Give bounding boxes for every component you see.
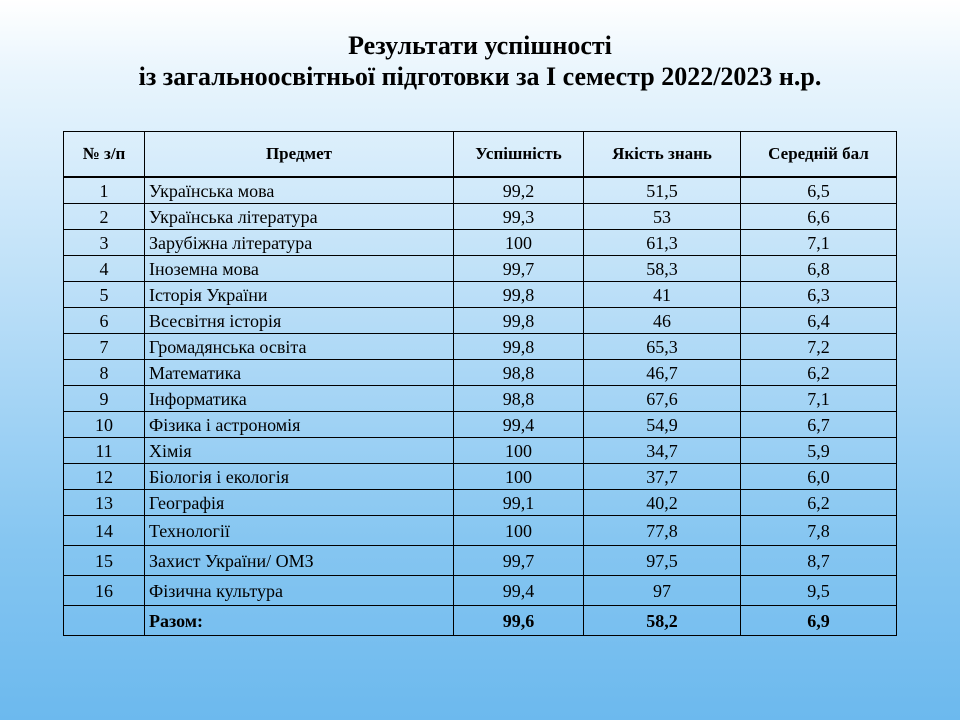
- table-row: [64, 386, 897, 412]
- row-quality: 34,7: [584, 438, 741, 464]
- table-row: [64, 576, 897, 606]
- row-average: 6,7: [741, 412, 897, 438]
- row-quality: 37,7: [584, 464, 741, 490]
- title-line-1: Результати успішності: [348, 31, 612, 60]
- row-success: 100: [454, 516, 584, 546]
- table-row: [64, 546, 897, 576]
- row-quality: 54,9: [584, 412, 741, 438]
- table-row: [64, 308, 897, 334]
- row-number: 16: [64, 576, 145, 606]
- row-success: 99,8: [454, 282, 584, 308]
- row-number: 15: [64, 546, 145, 576]
- row-subject: Інформатика: [145, 386, 454, 412]
- header-subject: Предмет: [145, 132, 454, 178]
- total-number-empty: [64, 606, 145, 636]
- row-subject: Українська мова: [145, 177, 454, 204]
- row-success: 99,3: [454, 204, 584, 230]
- header-average: Середній бал: [741, 132, 897, 178]
- title-line-2: із загальноосвітньої підготовки за І семестр 2022/2023 н.р.: [138, 62, 822, 91]
- row-quality: 97,5: [584, 546, 741, 576]
- row-quality: 67,6: [584, 386, 741, 412]
- row-average: 6,5: [741, 177, 897, 204]
- row-number: 3: [64, 230, 145, 256]
- results-table: [63, 131, 897, 636]
- row-quality: 53: [584, 204, 741, 230]
- row-average: 6,2: [741, 360, 897, 386]
- row-subject: Захист України/ ОМЗ: [145, 546, 454, 576]
- row-quality: 61,3: [584, 230, 741, 256]
- row-number: 5: [64, 282, 145, 308]
- row-average: 7,8: [741, 516, 897, 546]
- header-success: Успішність: [454, 132, 584, 178]
- row-average: 9,5: [741, 576, 897, 606]
- total-row: [64, 606, 897, 636]
- row-success: 100: [454, 464, 584, 490]
- row-success: 99,4: [454, 576, 584, 606]
- row-quality: 46,7: [584, 360, 741, 386]
- row-success: 100: [454, 438, 584, 464]
- row-quality: 77,8: [584, 516, 741, 546]
- row-success: 99,8: [454, 308, 584, 334]
- row-number: 14: [64, 516, 145, 546]
- row-average: 6,4: [741, 308, 897, 334]
- row-quality: 51,5: [584, 177, 741, 204]
- row-subject: Математика: [145, 360, 454, 386]
- row-quality: 58,3: [584, 256, 741, 282]
- row-average: 6,6: [741, 204, 897, 230]
- table-row: [64, 412, 897, 438]
- page-title: [0, 30, 960, 92]
- row-success: 99,8: [454, 334, 584, 360]
- row-average: 6,0: [741, 464, 897, 490]
- row-subject: Зарубіжна література: [145, 230, 454, 256]
- row-subject: Громадянська освіта: [145, 334, 454, 360]
- row-success: 99,2: [454, 177, 584, 204]
- row-average: 6,3: [741, 282, 897, 308]
- header-number: № з/п: [64, 132, 145, 178]
- row-number: 6: [64, 308, 145, 334]
- table-row: [64, 177, 897, 204]
- row-number: 8: [64, 360, 145, 386]
- row-subject: Всесвітня історія: [145, 308, 454, 334]
- header-quality: Якість знань: [584, 132, 741, 178]
- row-average: 6,8: [741, 256, 897, 282]
- row-subject: Географія: [145, 490, 454, 516]
- table-row: [64, 516, 897, 546]
- row-quality: 41: [584, 282, 741, 308]
- row-success: 99,1: [454, 490, 584, 516]
- row-quality: 40,2: [584, 490, 741, 516]
- row-quality: 97: [584, 576, 741, 606]
- row-success: 99,7: [454, 546, 584, 576]
- total-label: Разом:: [145, 606, 454, 636]
- row-subject: Фізика і астрономія: [145, 412, 454, 438]
- row-subject: Технології: [145, 516, 454, 546]
- table-row: [64, 438, 897, 464]
- row-success: 98,8: [454, 386, 584, 412]
- row-subject: Хімія: [145, 438, 454, 464]
- table-header-row: [64, 132, 897, 178]
- total-quality: 58,2: [584, 606, 741, 636]
- row-average: 8,7: [741, 546, 897, 576]
- row-number: 2: [64, 204, 145, 230]
- row-subject: Історія України: [145, 282, 454, 308]
- row-subject: Біологія і екологія: [145, 464, 454, 490]
- row-subject: Українська література: [145, 204, 454, 230]
- table-row: [64, 256, 897, 282]
- row-success: 99,7: [454, 256, 584, 282]
- table-row: [64, 464, 897, 490]
- row-average: 6,2: [741, 490, 897, 516]
- total-average: 6,9: [741, 606, 897, 636]
- row-success: 99,4: [454, 412, 584, 438]
- row-average: 7,2: [741, 334, 897, 360]
- row-quality: 46: [584, 308, 741, 334]
- row-average: 7,1: [741, 386, 897, 412]
- row-number: 11: [64, 438, 145, 464]
- row-success: 100: [454, 230, 584, 256]
- row-number: 10: [64, 412, 145, 438]
- row-quality: 65,3: [584, 334, 741, 360]
- total-success: 99,6: [454, 606, 584, 636]
- table-row: [64, 334, 897, 360]
- row-subject: Іноземна мова: [145, 256, 454, 282]
- row-success: 98,8: [454, 360, 584, 386]
- row-number: 13: [64, 490, 145, 516]
- row-average: 5,9: [741, 438, 897, 464]
- row-number: 9: [64, 386, 145, 412]
- table-row: [64, 490, 897, 516]
- table-row: [64, 360, 897, 386]
- table-row: [64, 230, 897, 256]
- table-row: [64, 282, 897, 308]
- row-subject: Фізична культура: [145, 576, 454, 606]
- row-average: 7,1: [741, 230, 897, 256]
- table-row: [64, 204, 897, 230]
- row-number: 12: [64, 464, 145, 490]
- row-number: 4: [64, 256, 145, 282]
- row-number: 7: [64, 334, 145, 360]
- row-number: 1: [64, 177, 145, 204]
